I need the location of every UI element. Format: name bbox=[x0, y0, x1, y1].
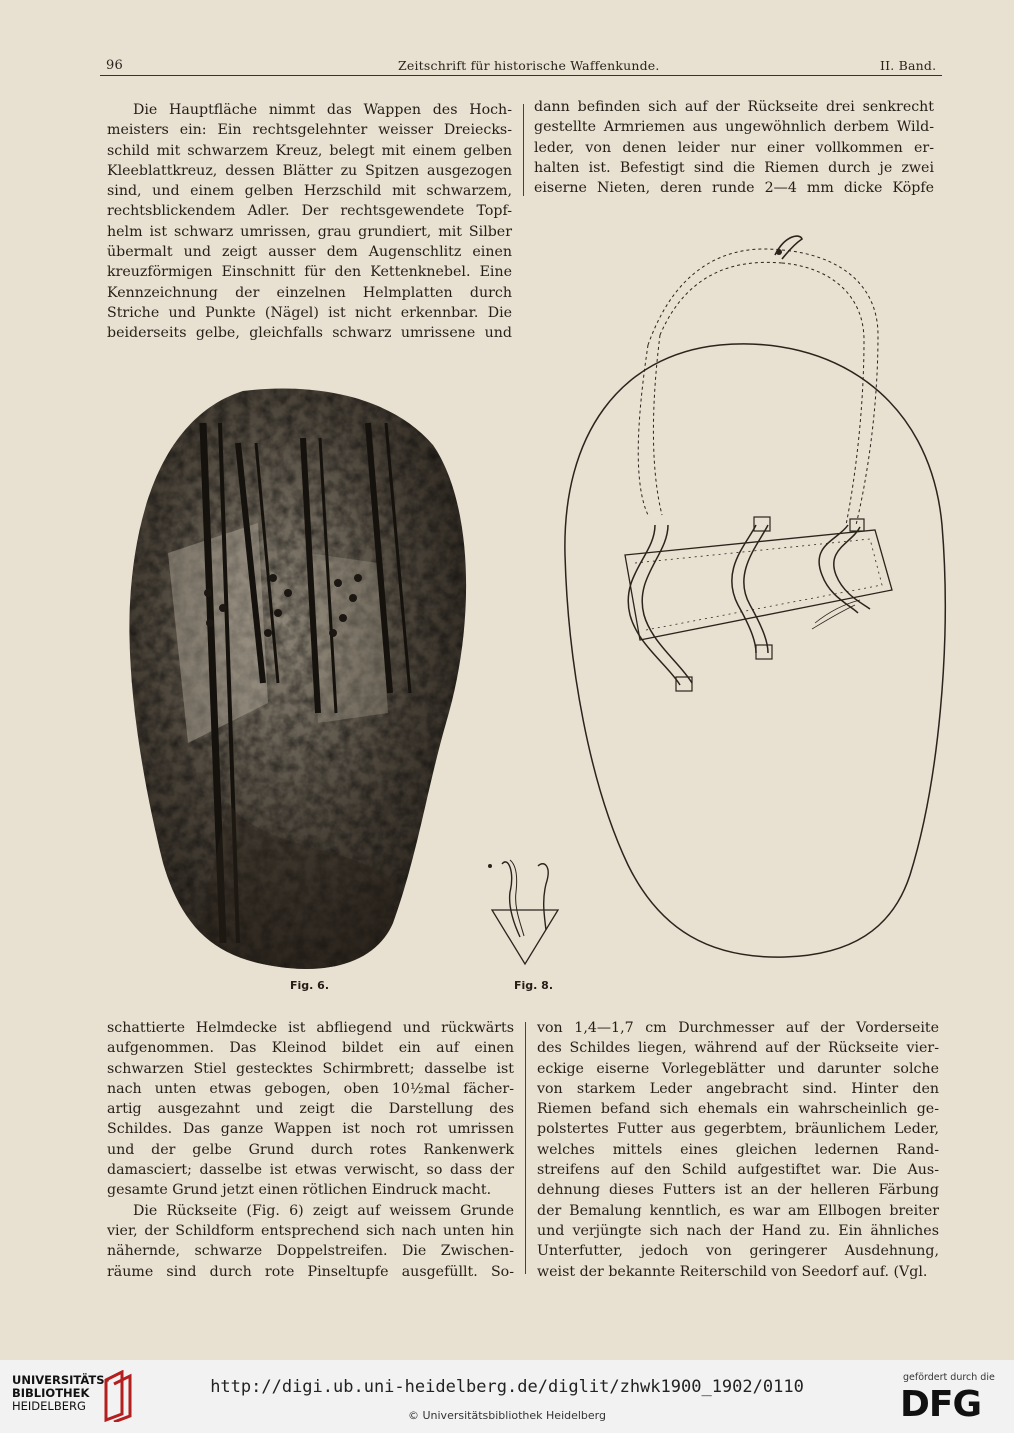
text-line: meisters ein: Ein rechtsgelehnter weisser Dreiecks- bbox=[107, 122, 512, 139]
figure-8-small-sketch bbox=[480, 852, 570, 972]
text-line: eiserne Nieten, deren runde 2—4 mm dicke Köpfe bbox=[534, 180, 934, 197]
text-line: Schildes. Das ganze Wappen ist noch rot umrissen bbox=[107, 1121, 514, 1138]
text-line: halten ist. Befestigt sind die Riemen durch je zwei bbox=[534, 159, 934, 176]
text-column-top-left bbox=[107, 100, 512, 344]
header-rule bbox=[100, 75, 942, 76]
column-separator-bottom bbox=[525, 1022, 526, 1274]
text-line: Kleeblattkreuz, dessen Blätter zu Spitzen ausgezogen bbox=[107, 162, 512, 179]
figure-6-shield-photo bbox=[128, 383, 478, 975]
text-line: artig ausgezahnt und zeigt die Darstellung des bbox=[107, 1101, 514, 1118]
library-name-line3: HEIDELBERG bbox=[12, 1399, 86, 1413]
page-number: 96 bbox=[106, 58, 123, 73]
text-line: vier, der Schildform entsprechend sich nach unten hin bbox=[107, 1222, 514, 1239]
text-line: und der gelbe Grund durch rotes Rankenwerk bbox=[107, 1141, 514, 1158]
text-line: räume sind durch rote Pinseltupfe ausgefüllt. So- bbox=[107, 1263, 514, 1280]
text-line: schattierte Helmdecke ist abfliegend und rückwärts bbox=[107, 1020, 514, 1036]
text-line: damasciert; dasselbe ist etwas verwischt, so dass der bbox=[107, 1162, 514, 1179]
text-line: dann befinden sich auf der Rückseite drei senkrecht bbox=[534, 99, 934, 115]
text-line: Die Rückseite (Fig. 6) zeigt auf weissem Grunde bbox=[133, 1202, 514, 1219]
dfg-logo[interactable]: DFG bbox=[900, 1384, 982, 1425]
figure-8-shield-drawing bbox=[560, 225, 950, 970]
digital-library-footer bbox=[0, 1360, 1014, 1433]
text-line: gestellte Armriemen aus ungewöhnlich derbem Wild- bbox=[534, 119, 934, 136]
text-line: von 1,4—1,7 cm Durchmesser auf der Vorderseite bbox=[537, 1020, 939, 1036]
text-line: helm ist schwarz umrissen, grau grundiert, mit Silber bbox=[107, 223, 512, 240]
text-column-top-right bbox=[534, 97, 934, 198]
text-line: gesamte Grund jetzt einen rötlichen Eindruck macht. bbox=[107, 1182, 492, 1199]
volume-label: II. Band. bbox=[880, 58, 937, 73]
text-line: rechtsblickendem Adler. Der rechtsgewendete Topf- bbox=[107, 203, 512, 220]
text-line: schild mit schwarzem Kreuz, belegt mit einem gelben bbox=[107, 142, 512, 159]
permalink-url[interactable]: http://digi.ub.uni-heidelberg.de/diglit/zhwk1900_1902/0110 bbox=[210, 1377, 804, 1397]
text-line: polstertes Futter aus gegerbtem, bräunlichem Leder, bbox=[537, 1121, 939, 1138]
library-name-line2: BIBLIOTHEK bbox=[12, 1386, 90, 1400]
text-line: dehnung dieses Futters ist an der helleren Färbung bbox=[537, 1182, 939, 1199]
text-line: weist der bekannte Reiterschild von Seedorf auf. (Vgl. bbox=[537, 1263, 928, 1280]
text-line: von starkem Leder angebracht sind. Hinter den bbox=[537, 1080, 939, 1097]
text-line: schwarzen Stiel gestecktes Schirmbrett; dasselbe ist bbox=[107, 1060, 514, 1077]
text-line: leder, von denen leider nur einer vollkommen er- bbox=[534, 139, 934, 156]
text-line: übermalt und zeigt ausser dem Augenschlitz einen bbox=[107, 244, 512, 261]
text-line: sind, und einem gelben Herzschild mit schwarzem, bbox=[107, 183, 512, 200]
text-line: nach unten etwas gebogen, oben 10½mal fächer- bbox=[107, 1080, 514, 1097]
text-column-bottom-left bbox=[107, 1018, 514, 1282]
text-line: kreuzförmigen Einschnitt für den Kettenknebel. Eine bbox=[107, 264, 512, 281]
column-separator-top bbox=[523, 104, 524, 196]
text-line: eckige eiserne Vorlegeblätter und darunter solche bbox=[537, 1060, 939, 1077]
text-line: Unterfutter, jedoch von geringerer Ausdehnung, bbox=[537, 1243, 939, 1260]
text-line: des Schildes liegen, während auf der Rückseite vier- bbox=[537, 1040, 939, 1057]
text-line: Striche und Punkte (Nägel) ist nicht erkennbar. Die bbox=[107, 304, 512, 321]
figure-8-caption: Fig. 8. bbox=[514, 979, 553, 992]
text-line: Die Hauptfläche nimmt das Wappen des Hoch- bbox=[133, 102, 512, 118]
copyright-notice: © Universitätsbibliothek Heidelberg bbox=[407, 1409, 606, 1422]
text-line: der Bemalung kenntlich, es war am Ellbogen breiter bbox=[537, 1202, 939, 1219]
library-name-line1: UNIVERSITÄTS- bbox=[12, 1373, 110, 1387]
text-line: Riemen befand sich ehemals ein wahrscheinlich ge- bbox=[537, 1101, 939, 1118]
figure-6-caption: Fig. 6. bbox=[290, 979, 329, 992]
text-line: Kennzeichnung der einzelnen Helmplatten durch bbox=[107, 284, 512, 301]
text-line: streifens auf den Schild aufgestiftet war. Die Aus- bbox=[537, 1162, 939, 1179]
journal-title: Zeitschrift für historische Waffenkunde. bbox=[398, 58, 660, 73]
text-line: aufgenommen. Das Kleinod bildet ein auf einen bbox=[107, 1040, 514, 1057]
funding-note: gefördert durch die bbox=[903, 1372, 995, 1383]
text-line: welches mittels eines gleichen ledernen Rand- bbox=[537, 1141, 939, 1158]
text-line: nähernde, schwarze Doppelstreifen. Die Zwischen- bbox=[107, 1243, 514, 1260]
text-column-bottom-right bbox=[537, 1018, 939, 1282]
text-line: und verjüngte sich nach der Hand zu. Ein ähnliches bbox=[537, 1222, 939, 1239]
text-line: beiderseits gelbe, gleichfalls schwarz umrissene und bbox=[107, 325, 512, 342]
